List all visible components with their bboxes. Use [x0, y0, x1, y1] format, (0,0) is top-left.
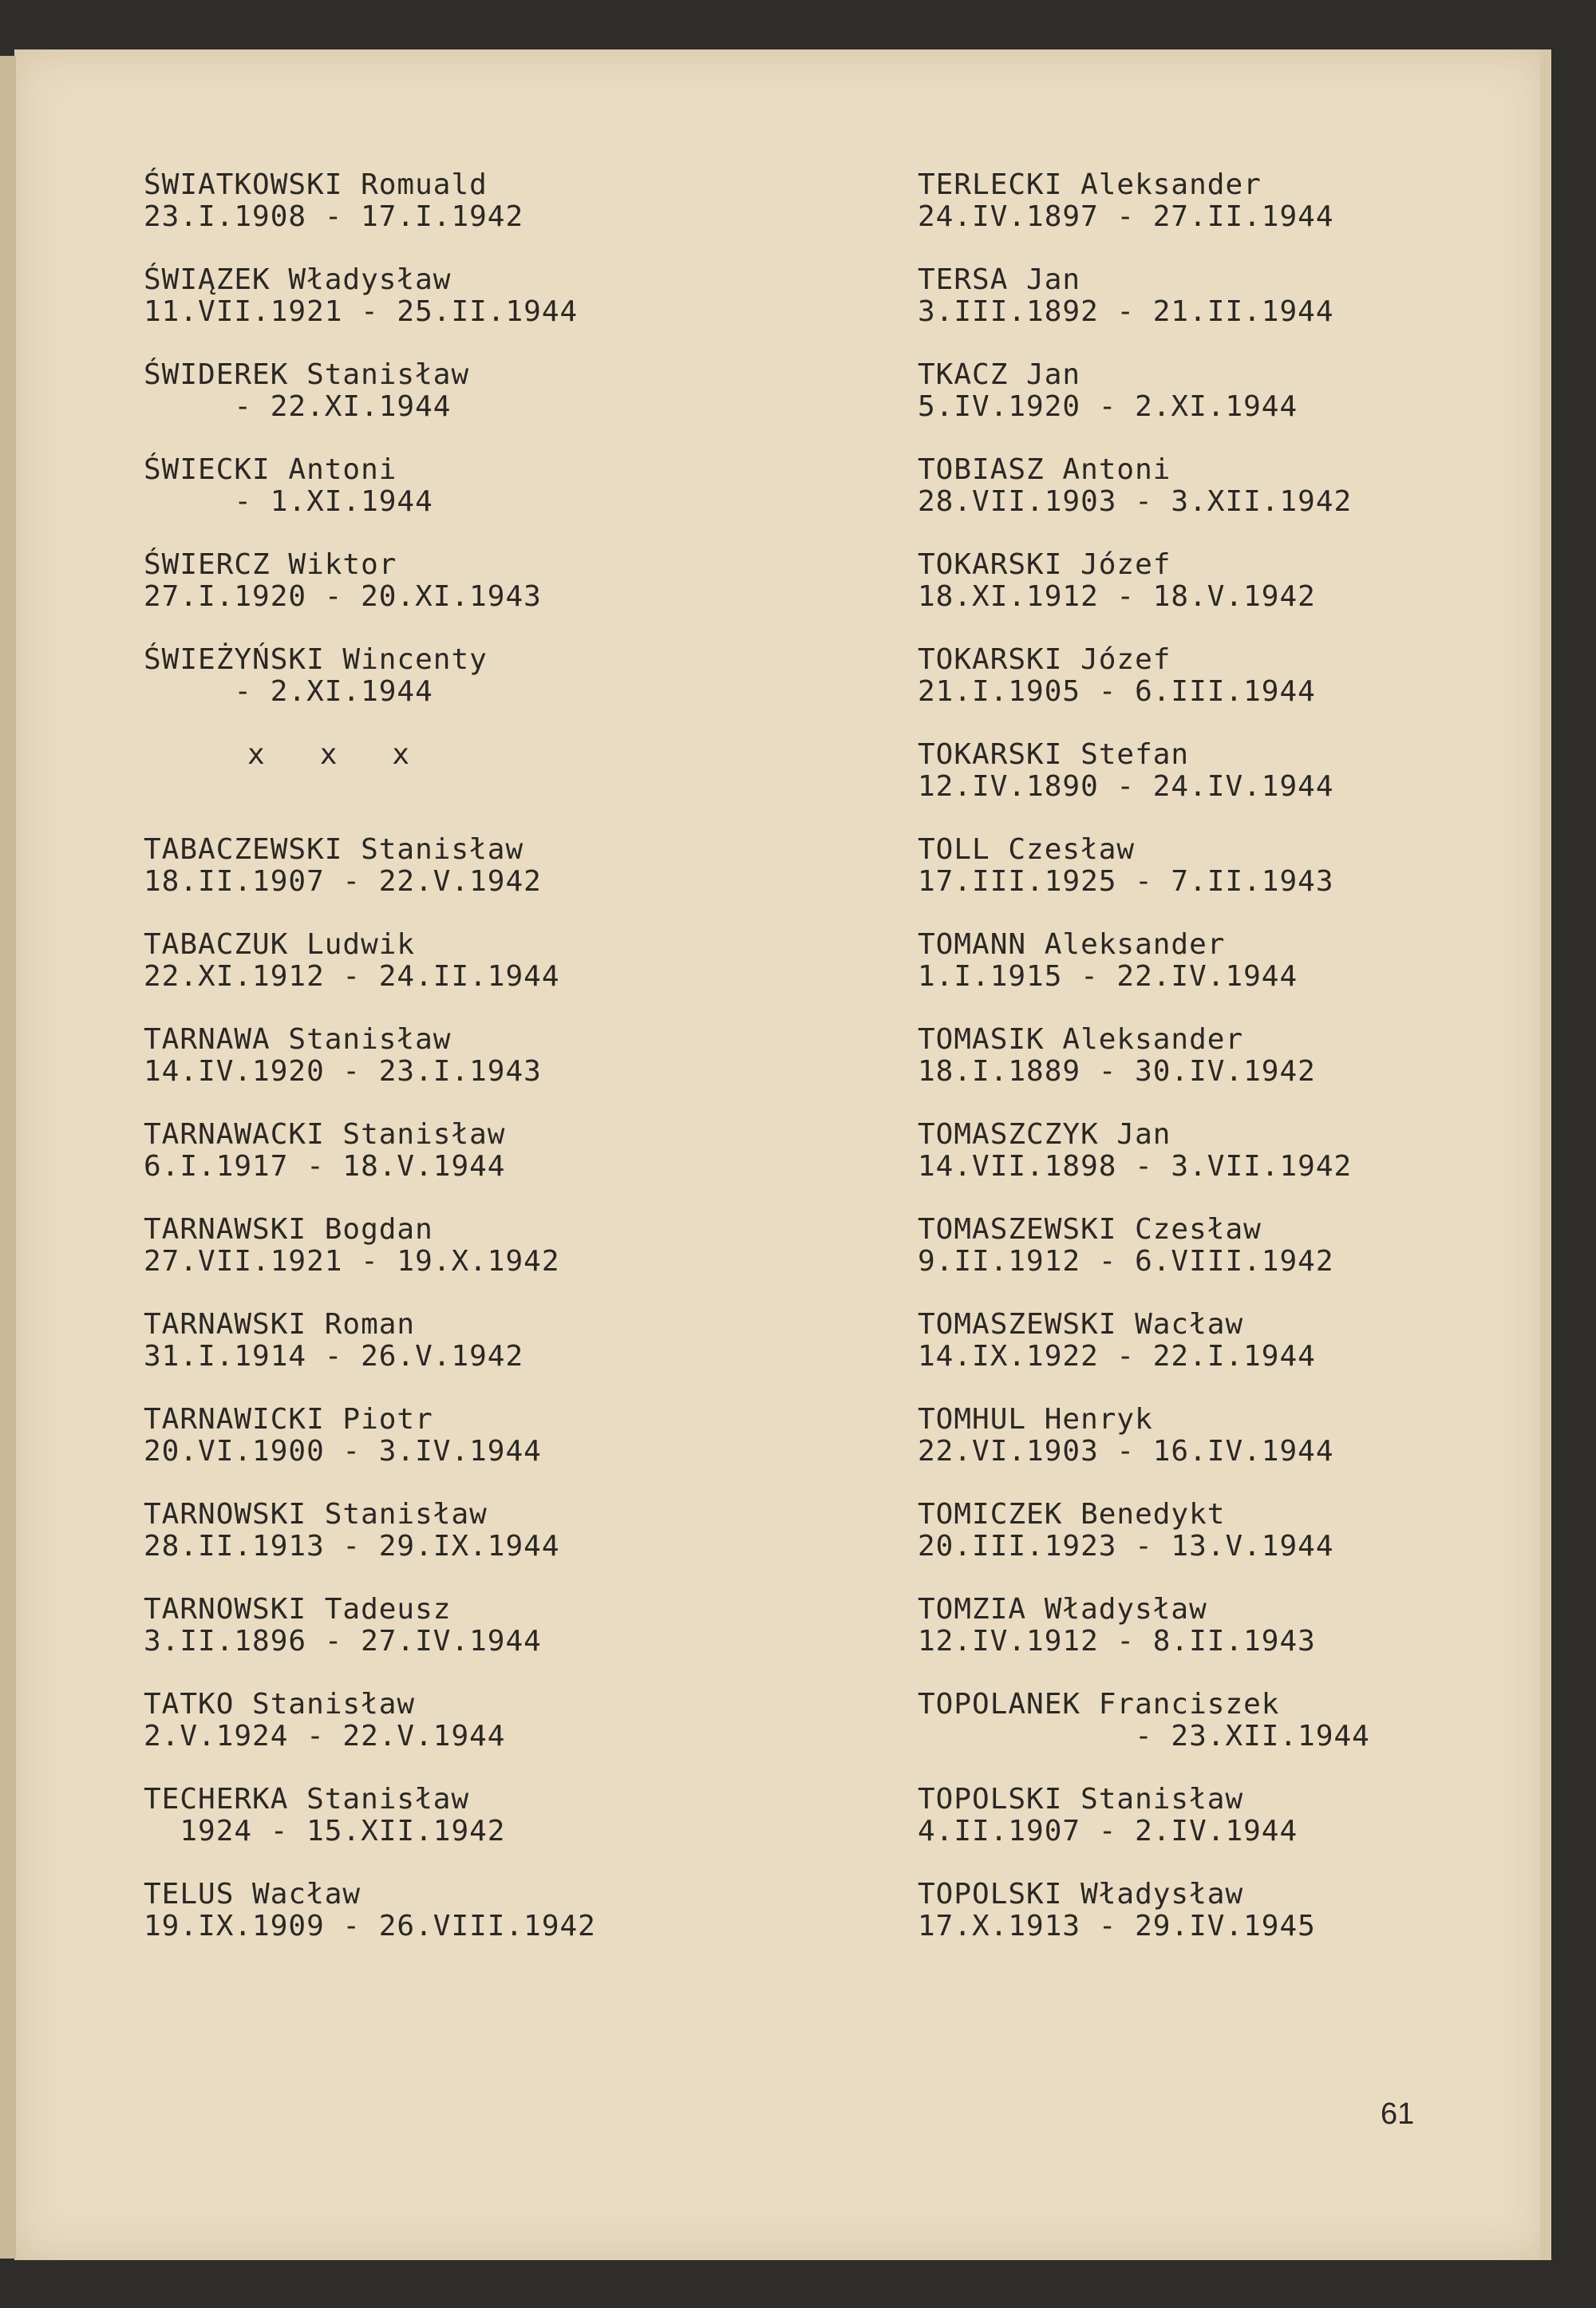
list-item [144, 549, 798, 644]
entry-name: TOPOLSKI Stanisław [918, 1783, 1244, 1816]
entry-name: TOPOLSKI Władysław [918, 1878, 1244, 1911]
list-item [918, 929, 1572, 1024]
entry-name: ŚWIEŻYŃSKI Wincenty [144, 643, 488, 676]
entry-dates: 18.II.1907 - 22.V.1942 [144, 865, 542, 898]
list-item [918, 1024, 1572, 1119]
entry-dates: 19.IX.1909 - 26.VIII.1942 [144, 1910, 596, 1942]
entry-name: TERLECKI Aleksander [918, 168, 1262, 201]
entry-dates: 9.II.1912 - 6.VIII.1942 [918, 1245, 1334, 1278]
entry-name: TOMASIK Aleksander [918, 1023, 1244, 1056]
section-separator: x x x [247, 738, 411, 771]
entry-dates: 12.IV.1912 - 8.II.1943 [918, 1625, 1316, 1658]
entry-dates: - 1.XI.1944 [144, 485, 433, 518]
entry-name: TOLL Czesław [918, 833, 1136, 866]
list-item [144, 169, 798, 264]
entry-dates: 3.II.1896 - 27.IV.1944 [144, 1625, 542, 1658]
entry-dates: 18.XI.1912 - 18.V.1942 [918, 580, 1316, 613]
list-item [918, 359, 1572, 454]
list-item [144, 1309, 798, 1404]
entry-dates: 22.XI.1912 - 24.II.1944 [144, 960, 560, 993]
entry-name: TARNAWACKI Stanisław [144, 1118, 506, 1151]
list-item [918, 1119, 1572, 1214]
entry-dates: 23.I.1908 - 17.I.1942 [144, 200, 524, 233]
list-item [144, 454, 798, 549]
entry-dates: 24.IV.1897 - 27.II.1944 [918, 200, 1334, 233]
entry-dates: 2.V.1924 - 22.V.1944 [144, 1720, 506, 1753]
list-item [144, 359, 798, 454]
list-item [144, 644, 798, 739]
separator-row [144, 739, 798, 834]
entry-name: TOMASZEWSKI Czesław [918, 1213, 1262, 1246]
entry-name: TOMICZEK Benedykt [918, 1498, 1226, 1531]
list-item [144, 1879, 798, 1974]
list-item [144, 1024, 798, 1119]
list-item [918, 644, 1572, 739]
entry-dates: - 2.XI.1944 [144, 675, 433, 708]
list-item [918, 1309, 1572, 1404]
entry-dates: 20.III.1923 - 13.V.1944 [918, 1530, 1334, 1563]
entry-dates: 12.IV.1890 - 24.IV.1944 [918, 770, 1334, 803]
list-item [918, 1689, 1572, 1784]
list-item [918, 1499, 1572, 1594]
entry-name: TOBIASZ Antoni [918, 453, 1171, 486]
entry-dates: 18.I.1889 - 30.IV.1942 [918, 1055, 1316, 1088]
entry-name: TOMHUL Henryk [918, 1403, 1153, 1436]
list-item [144, 834, 798, 929]
entry-dates: - 23.XII.1944 [918, 1720, 1370, 1753]
entry-name: ŚWIECKI Antoni [144, 453, 397, 486]
entry-dates: 6.I.1917 - 18.V.1944 [144, 1150, 506, 1183]
list-item [144, 1119, 798, 1214]
left-column [144, 169, 798, 1974]
entry-dates: 14.IX.1922 - 22.I.1944 [918, 1340, 1316, 1373]
list-item [918, 1594, 1572, 1689]
list-item [144, 1404, 798, 1499]
list-item [918, 1214, 1572, 1309]
entry-name: TOKARSKI Józef [918, 548, 1171, 581]
entry-name: TARNAWA Stanisław [144, 1023, 452, 1056]
entry-dates: 31.I.1914 - 26.V.1942 [144, 1340, 524, 1373]
list-item [918, 1404, 1572, 1499]
entry-name: TOMANN Aleksander [918, 928, 1226, 961]
entry-dates: 21.I.1905 - 6.III.1944 [918, 675, 1316, 708]
entry-name: TECHERKA Stanisław [144, 1783, 470, 1816]
entry-dates: 4.II.1907 - 2.IV.1944 [918, 1815, 1298, 1848]
list-item [918, 454, 1572, 549]
entry-dates: 14.IV.1920 - 23.I.1943 [144, 1055, 542, 1088]
entry-name: TOMASZCZYK Jan [918, 1118, 1171, 1151]
list-item [918, 739, 1572, 834]
entry-dates: 1.I.1915 - 22.IV.1944 [918, 960, 1298, 993]
list-item [918, 834, 1572, 929]
list-item [144, 264, 798, 359]
list-item [144, 1594, 798, 1689]
entry-dates: 14.VII.1898 - 3.VII.1942 [918, 1150, 1353, 1183]
entry-dates: 28.II.1913 - 29.IX.1944 [144, 1530, 560, 1563]
entry-name: TKACZ Jan [918, 358, 1081, 391]
entry-name: TARNAWICKI Piotr [144, 1403, 433, 1436]
entry-name: ŚWIDEREK Stanisław [144, 358, 470, 391]
entry-dates: 5.IV.1920 - 2.XI.1944 [918, 390, 1298, 423]
entry-name: TOKARSKI Stefan [918, 738, 1190, 771]
list-item [144, 1784, 798, 1879]
entry-dates: 3.III.1892 - 21.II.1944 [918, 295, 1334, 328]
list-item [918, 549, 1572, 644]
entry-dates: 28.VII.1903 - 3.XII.1942 [918, 485, 1353, 518]
entry-name: TABACZUK Ludwik [144, 928, 416, 961]
right-column [918, 169, 1572, 1974]
entry-name: TOMZIA Władysław [918, 1593, 1207, 1626]
list-item [144, 929, 798, 1024]
entry-name: TARNAWSKI Roman [144, 1308, 416, 1341]
entry-dates: 11.VII.1921 - 25.II.1944 [144, 295, 579, 328]
entry-dates: 20.VI.1900 - 3.IV.1944 [144, 1435, 542, 1468]
list-item [144, 1499, 798, 1594]
entry-name: TOKARSKI Józef [918, 643, 1171, 676]
entry-dates: 22.VI.1903 - 16.IV.1944 [918, 1435, 1334, 1468]
entry-dates: 17.X.1913 - 29.IV.1945 [918, 1910, 1316, 1942]
entry-name: ŚWIERCZ Wiktor [144, 548, 397, 581]
page-edge [0, 56, 16, 2259]
entry-name: ŚWIĄZEK Władysław [144, 263, 452, 296]
entry-name: TATKO Stanisław [144, 1688, 416, 1721]
entry-dates: 17.III.1925 - 7.II.1943 [918, 865, 1334, 898]
list-item [144, 1214, 798, 1309]
entry-dates: - 22.XI.1944 [144, 390, 452, 423]
list-item [918, 264, 1572, 359]
page-number: 61 [1381, 2097, 1415, 2131]
entry-dates: 27.I.1920 - 20.XI.1943 [144, 580, 542, 613]
entry-name: TERSA Jan [918, 263, 1081, 296]
entry-name: TOMASZEWSKI Wacław [918, 1308, 1244, 1341]
entry-name: TABACZEWSKI Stanisław [144, 833, 524, 866]
list-item [918, 1879, 1572, 1974]
entry-dates: 1924 - 15.XII.1942 [144, 1815, 506, 1848]
list-item [918, 1784, 1572, 1879]
list-item [144, 1689, 798, 1784]
entry-name: TARNOWSKI Stanisław [144, 1498, 488, 1531]
entry-name: ŚWIATKOWSKI Romuald [144, 168, 488, 201]
entry-name: TARNOWSKI Tadeusz [144, 1593, 452, 1626]
list-item [918, 169, 1572, 264]
entry-dates: 27.VII.1921 - 19.X.1942 [144, 1245, 560, 1278]
entry-name: TARNAWSKI Bogdan [144, 1213, 433, 1246]
entry-name: TOPOLANEK Franciszek [918, 1688, 1280, 1721]
entry-name: TELUS Wacław [144, 1878, 361, 1911]
